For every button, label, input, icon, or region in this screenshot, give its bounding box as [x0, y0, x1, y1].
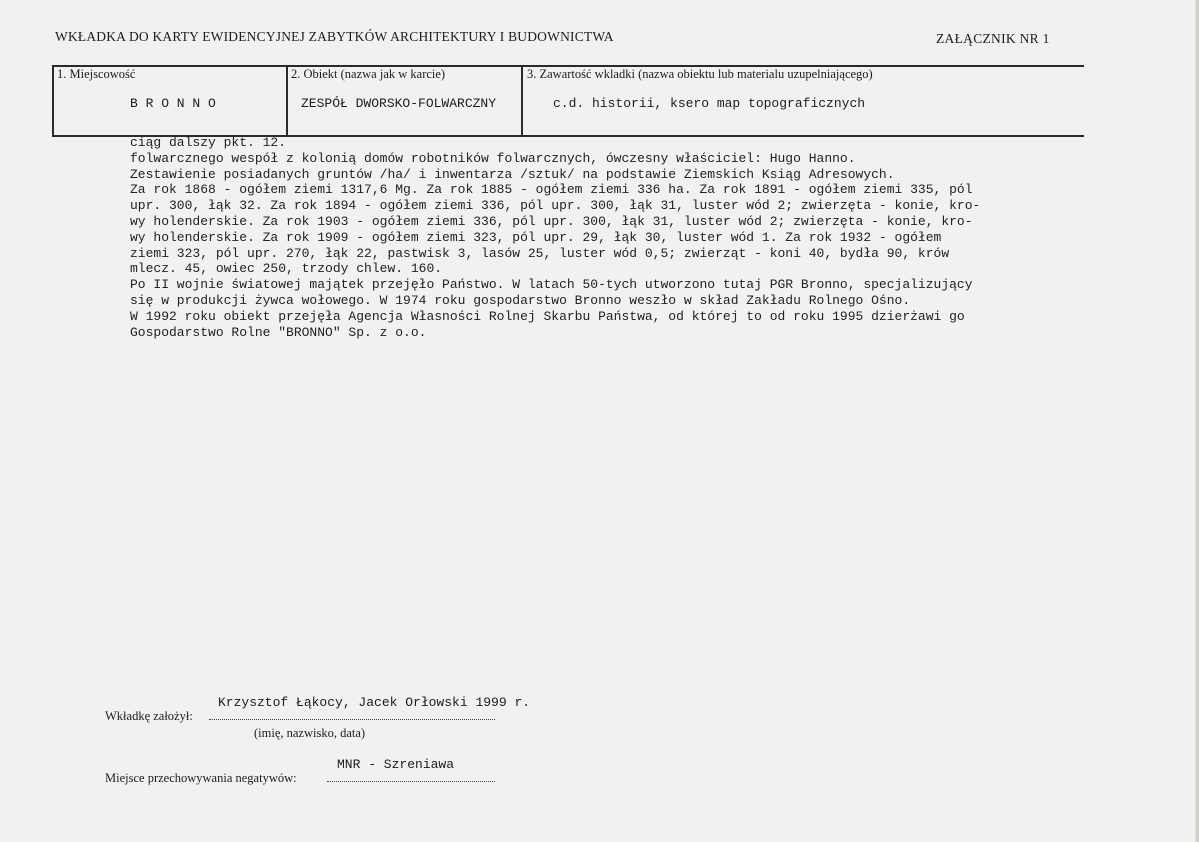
locality-value: B R O N N O: [130, 96, 216, 111]
text-line: folwarcznego wespół z kolonią domów robotników folwarcznych, ówczesny właściciel: Hugo Hanno.: [130, 150, 856, 166]
text-line: W 1992 roku obiekt przejęła Agencja Własności Rolnej Skarbu Państwa, od której to od roku 1995 dzierżawi go: [130, 308, 965, 324]
object-value: ZESPÓŁ DWORSKO-FOLWARCZNY: [301, 96, 497, 111]
storage-value: MNR - Szreniawa: [337, 757, 455, 772]
storage-label: Miejsce przechowywania negatywów:: [105, 771, 297, 785]
insert-content-value: c.d. historii, ksero map topograficznych: [553, 96, 866, 111]
text-line: Po II wojnie światowej majątek przejęło Państwo. W latach 50-tych utworzono tutaj PGR Bronno, specjalizujący: [130, 277, 973, 293]
text-line: ziemi 323, pól upr. 270, łąk 22, pastwisk 3, lasów 25, luster wód 0,5; zwierząt - koni 40, bydła 90, krów: [130, 245, 950, 261]
text-line: ciąg dalszy pkt. 12.: [130, 135, 287, 150]
author-value: Krzysztof Łąkocy, Jacek Orłowski 1999 r.: [218, 695, 531, 710]
text-line: się w produkcji żywca wołowego. W 1974 roku gospodarstwo Bronno weszło w skład Zakładu Rolnego Ośno.: [130, 292, 911, 308]
insert-content-label: 3. Zawartość wkladki (nazwa obiektu lub materialu uzupelniającego): [527, 67, 873, 81]
history-text: [130, 135, 1060, 340]
text-line: mlecz. 45, owiec 250, trzody chlew. 160.: [130, 261, 443, 277]
table-divider-2: [521, 65, 523, 136]
author-dotted-line: [209, 719, 495, 720]
annex-number: ZAŁĄCZNIK NR 1: [936, 31, 1050, 46]
text-line: wy holenderskie. Za rok 1909 - ogółem ziemi 323, pól upr. 29, łąk 30, luster wód 1. Za rok 1932 - ogółem: [130, 229, 942, 245]
table-divider-left: [52, 65, 54, 136]
document-title: WKŁADKA DO KARTY EWIDENCYJNEJ ZABYTKÓW ARCHITEKTURY I BUDOWNICTWA: [55, 29, 614, 44]
object-label: 2. Obiekt (nazwa jak w karcie): [291, 67, 446, 81]
text-line: wy holenderskie. Za rok 1903 - ogółem ziemi 336, pól upr. 300, łąk 31, luster wód 2; zwierzęta - konie, kro-: [130, 213, 973, 229]
scan-edge-shadow: [1195, 0, 1199, 842]
author-label: Wkładkę założył:: [105, 709, 193, 723]
text-line: Gospodarstwo Rolne "BRONNO" Sp. z o.o.: [130, 324, 427, 340]
locality-label: 1. Miejscowość: [57, 67, 136, 81]
storage-dotted-line: [327, 781, 495, 782]
text-line: Zestawienie posiadanych gruntów /ha/ i inwentarza /sztuk/ na podstawie Ziemskich Ksiąg Adresowych.: [130, 166, 895, 182]
text-line: upr. 300, łąk 32. Za rok 1894 - ogółem ziemi 336, pól upr. 300, łąk 31, luster wód 2; zwierzęta - konie, kro-: [130, 198, 981, 214]
text-line: Za rok 1868 - ogółem ziemi 1317,6 Mg. Za rok 1885 - ogółem ziemi 336 ha. Za rok 1891 - ogółem ziemi 335, pól: [130, 182, 973, 198]
author-hint: (imię, nazwisko, data): [254, 726, 366, 740]
table-divider-1: [286, 65, 288, 136]
